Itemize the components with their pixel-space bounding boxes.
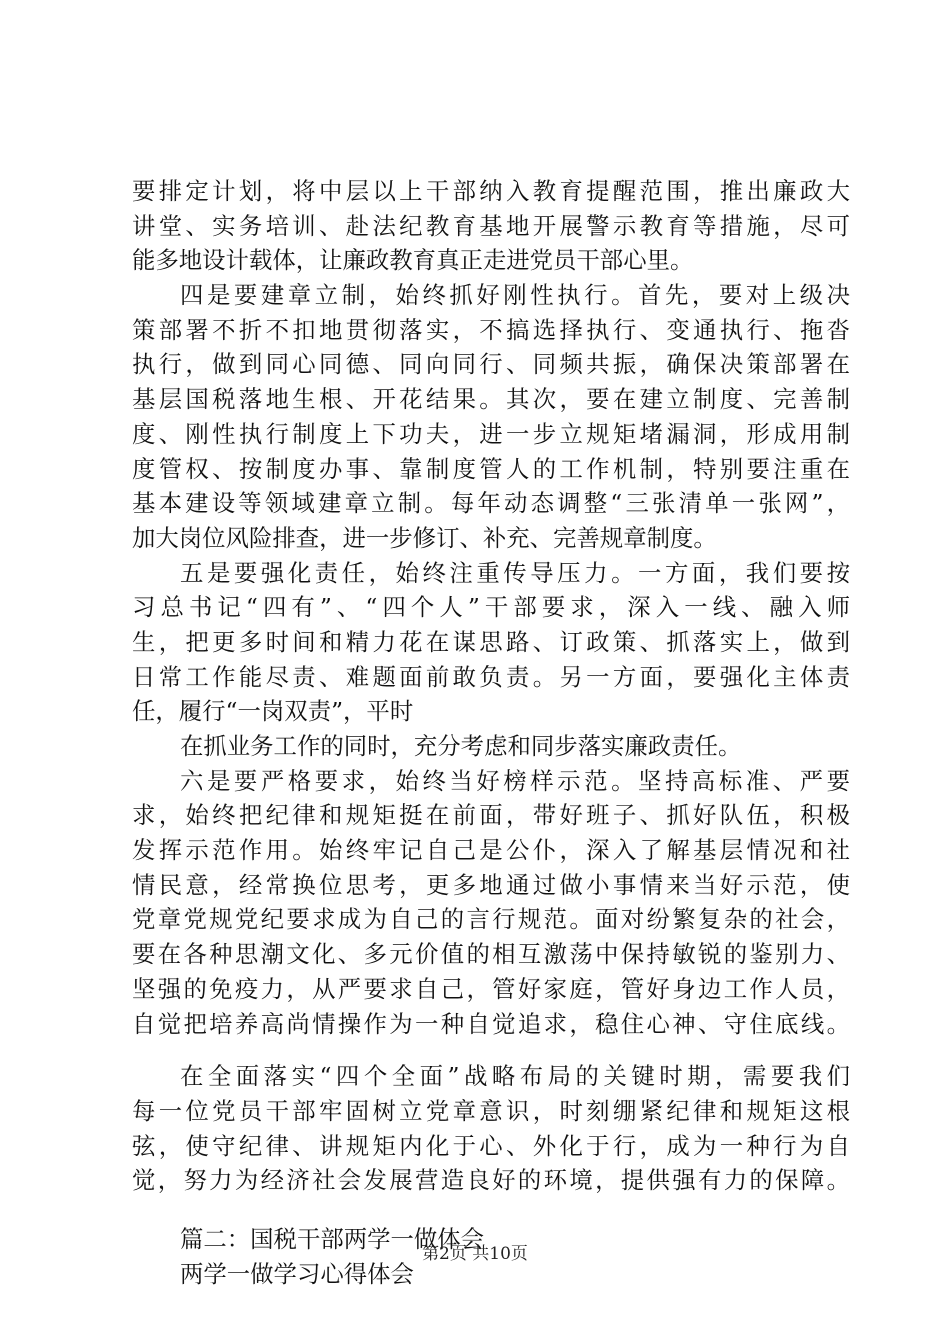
- text-line: 任，履行“一岗双责”，平时: [132, 697, 414, 726]
- text-line: 策部署不折不扣地贯彻落实，不搞选择执行、变通执行、拖沓: [132, 315, 850, 344]
- text-line: 要排定计划，将中层以上干部纳入教育提醒范围，推出廉政大: [132, 177, 850, 205]
- text-line: 基层国税落地生根、开花结果。其次，要在建立制度、完善制: [132, 385, 850, 414]
- text-line: 基本建设等领域建章立制。每年动态调整“三张清单一张网”，: [132, 489, 850, 518]
- text-line: 每一位党员干部牢固树立党章意识，时刻绷紧纪律和规矩这根: [132, 1096, 850, 1125]
- text-line: 日常工作能尽责、难题面前敢负责。另一方面，要强化主体责: [132, 662, 850, 691]
- text-line: 要在各种思潮文化、多元价值的相互激荡中保持敏锐的鉴别力、: [132, 940, 850, 969]
- text-line: 自觉把培养高尚情操作为一种自觉追求，稳住心神、守住底线。: [132, 1009, 850, 1038]
- text-line: 执行，做到同心同德、同向同行、同频共振，确保决策部署在: [132, 350, 850, 379]
- text-line: 觉，努力为经济社会发展营造良好的环境，提供强有力的保障。: [132, 1166, 850, 1195]
- paragraph-continuation: [132, 174, 850, 278]
- paragraph-conclusion: [132, 1059, 850, 1198]
- text-line: 习总书记“四有”、“四个人”干部要求，深入一线、融入师: [132, 593, 850, 622]
- text-line: 发挥示范作用。始终牢记自己是公仆，深入了解基层情况和社: [132, 836, 850, 865]
- text-line: 六是要严格要求，始终当好榜样示范。坚持高标准、严要: [180, 766, 850, 795]
- text-line: 讲堂、实务培训、赴法纪教育基地开展警示教育等措施，尽可: [132, 211, 850, 240]
- text-line: 加大岗位风险排查，进一步修订、补充、完善规章制度。: [132, 523, 717, 552]
- document-body: [132, 174, 850, 1291]
- paragraph-point-six: [132, 764, 850, 1042]
- section-title: 篇二：国税干部两学一做体会: [180, 1224, 485, 1253]
- text-line: 情民意，经常换位思考，更多地通过做小事情来当好示范，使: [132, 870, 850, 899]
- paragraph-point-four: [132, 278, 850, 556]
- paragraph-point-five: [132, 556, 850, 729]
- text-line: 求，始终把纪律和规矩挺在前面，带好班子、抓好队伍，积极: [132, 801, 850, 830]
- text-line: 度、刚性执行制度上下功夫，进一步立规矩堵漏洞，形成用制: [132, 419, 850, 448]
- paragraph-fragment: [132, 729, 850, 764]
- text-line: 坚强的免疫力，从严要求自己，管好家庭，管好身边工作人员，: [132, 974, 850, 1003]
- text-line: 在全面落实“四个全面”战略布局的关键时期，需要我们: [180, 1062, 850, 1091]
- text-line: 能多地设计载体，让廉政教育真正走进党员干部心里。: [132, 246, 694, 275]
- text-line: 生，把更多时间和精力花在谋思路、订政策、抓落实上，做到: [132, 627, 850, 656]
- section-spacer: [132, 1198, 850, 1222]
- text-line: 党章党规党纪要求成为自己的言行规范。面对纷繁复杂的社会，: [132, 905, 850, 934]
- text-line: 在抓业务工作的同时，充分考虑和同步落实廉政责任。: [180, 732, 742, 760]
- text-line: 弦，使守纪律、讲规矩内化于心、外化于行，成为一种行为自: [132, 1131, 850, 1160]
- section-subtitle: 两学一做学习心得体会: [180, 1259, 414, 1288]
- text-line: 五是要强化责任，始终注重传导压力。一方面，我们要按: [180, 558, 850, 587]
- text-line: 度管权、按制度办事、靠制度管人的工作机制，特别要注重在: [132, 454, 850, 483]
- page-number-footer: 第2页 共10页: [422, 1244, 528, 1264]
- text-line: 四是要建章立制，始终抓好刚性执行。首先，要对上级决: [180, 281, 850, 310]
- paragraph-spacer: [132, 1041, 850, 1059]
